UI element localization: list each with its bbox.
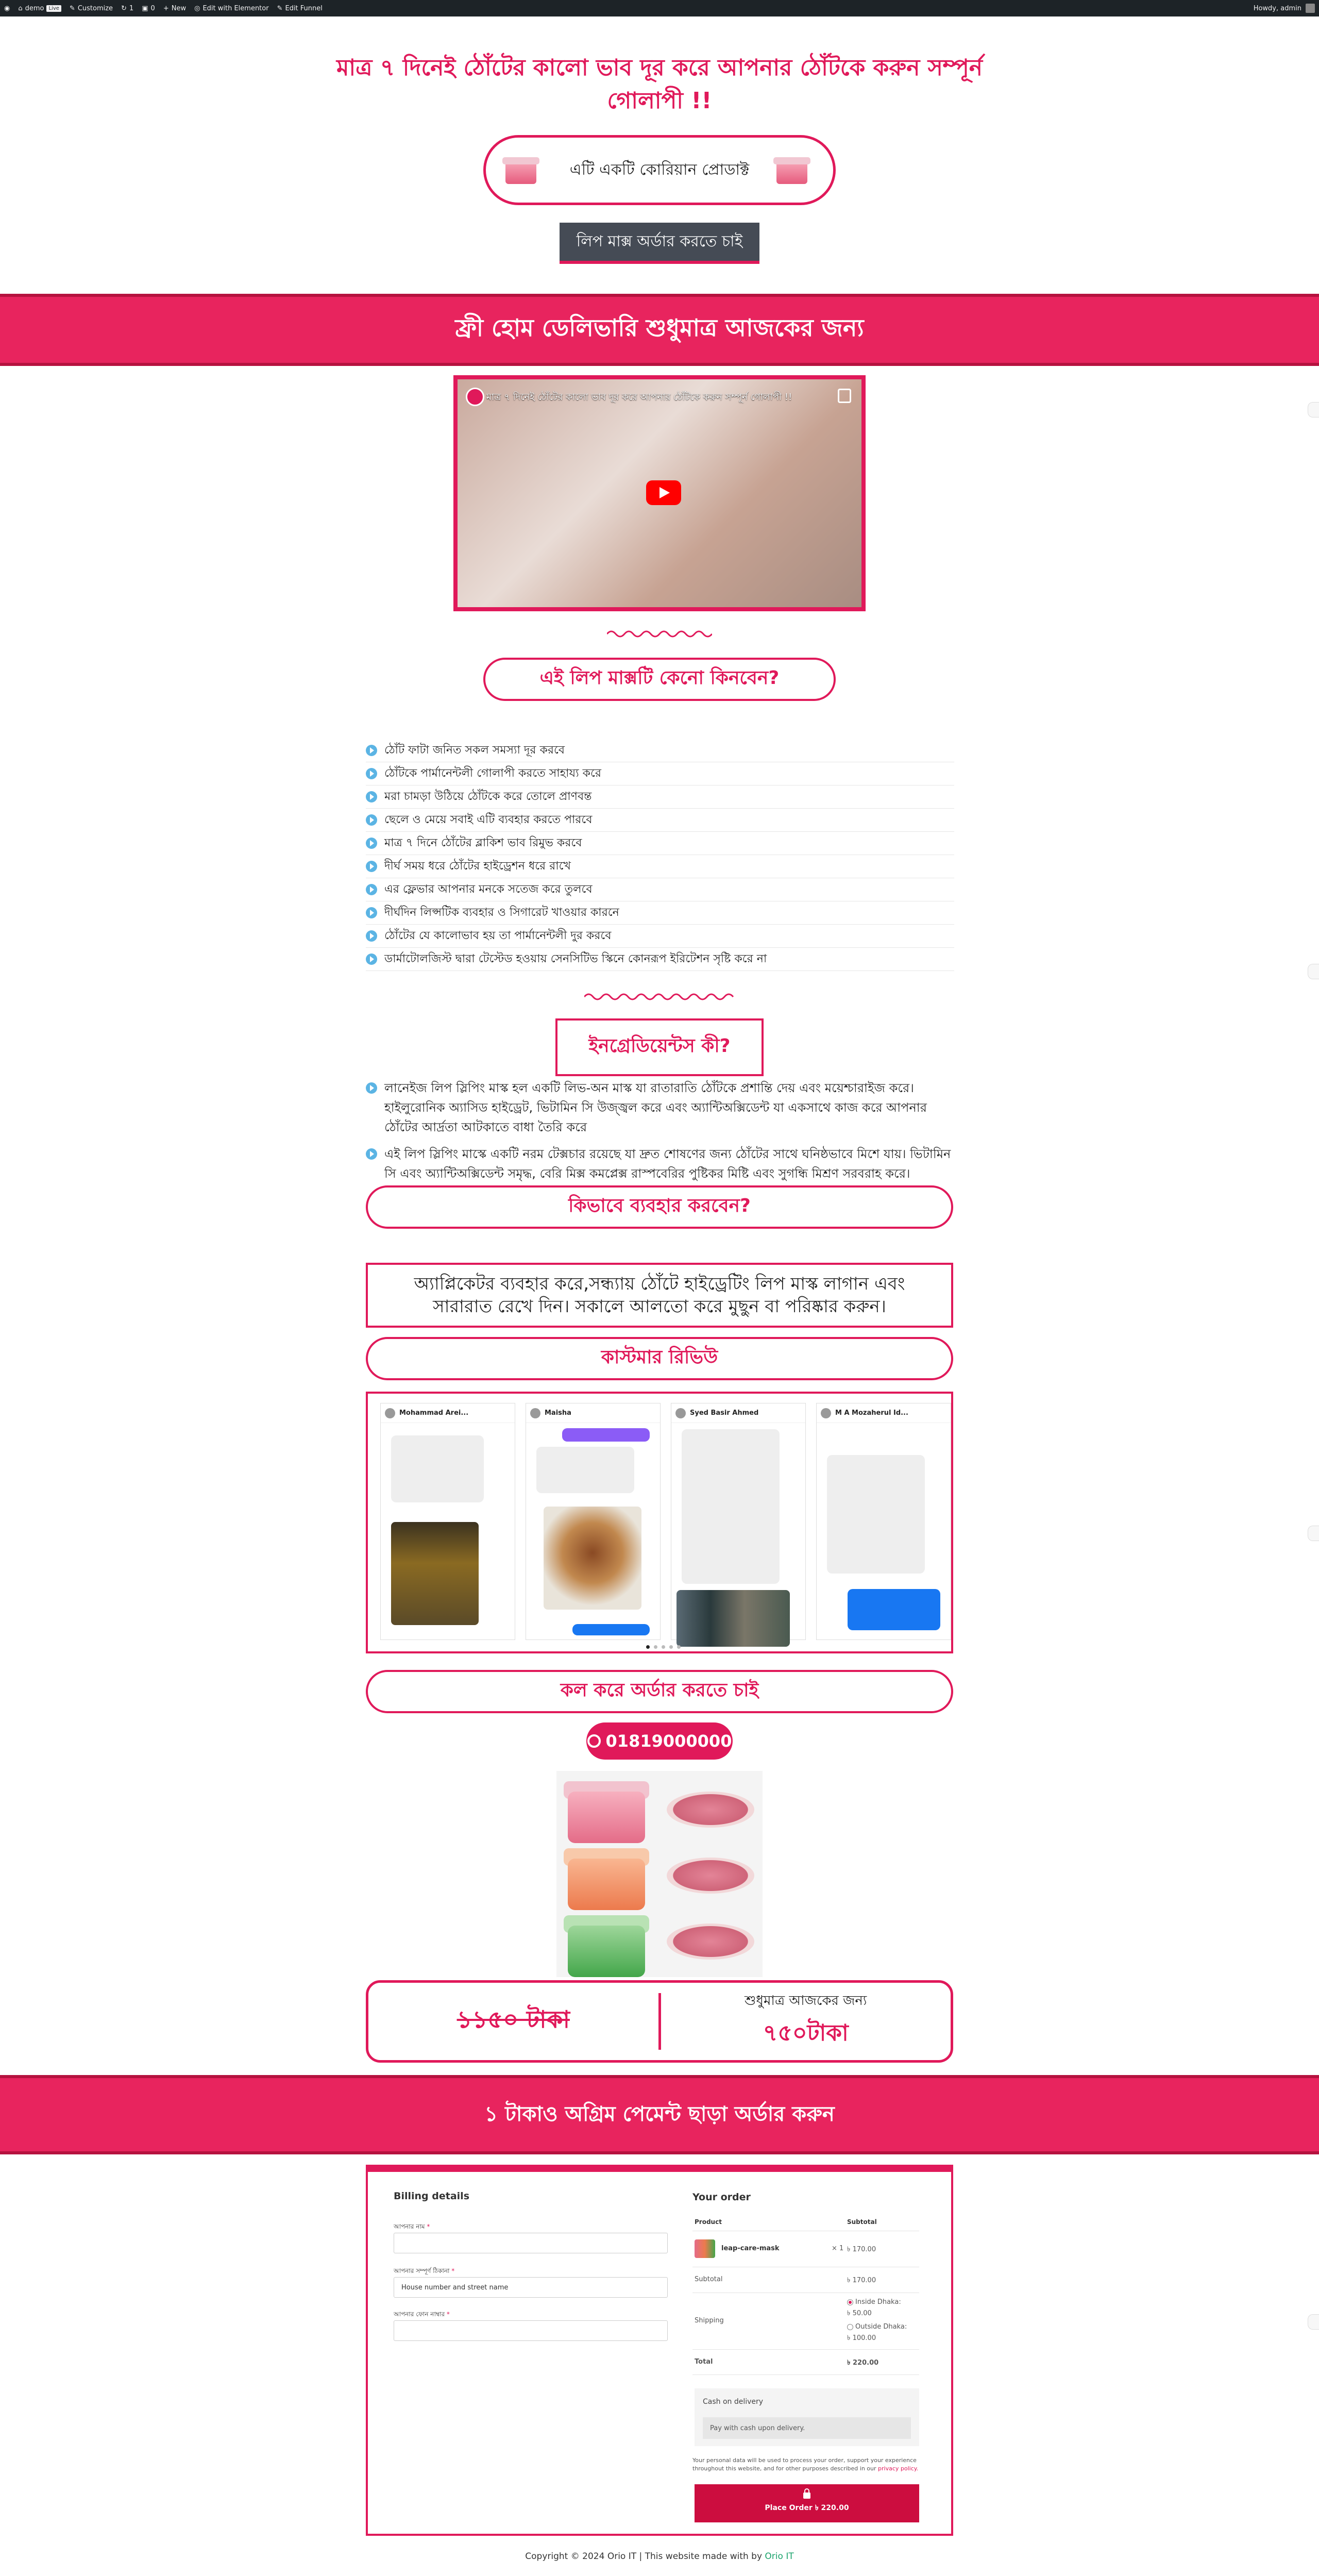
billing-details-title: Billing details — [394, 2190, 469, 2202]
product-thumbnail — [695, 2239, 715, 2258]
place-order-button[interactable]: Place Order ৳ 220.00 — [695, 2484, 919, 2522]
old-price: ১১৫০ টাকা — [456, 2005, 570, 2033]
review-screenshot — [380, 1403, 515, 1640]
ship-outside-option[interactable]: Outside Dhaka: — [847, 2323, 907, 2331]
why-buy-heading: এই লিপ মাক্সটি কেনো কিনবেন? — [483, 658, 836, 701]
phone-label: আপনার ফোন নাম্বার * — [394, 2311, 450, 2318]
footer-brand-link[interactable]: Orio IT — [765, 2551, 794, 2562]
chat-bubble — [848, 1589, 940, 1630]
subtotal-row: Subtotal ৳ 170.00 — [692, 2267, 919, 2293]
edit-section-handle-icon[interactable] — [1308, 964, 1319, 979]
admin-new-link[interactable]: + New — [163, 4, 187, 12]
checkout-form: Billing details আপনার নাম * আপনার সম্পূর্ণ ঠিকানা * House number and street name আপনার ফোন নাম্বার * Your order Product Subtotal leap-care-mask × 1 ৳ 170.00 Subtotal ৳ 170.00 Shipping Inside Dhaka: ৳ 50.00 Outside Dhaka: ৳ 100.00 Total ৳ 220.00 Cash on delivery Pay with cash upon delivery. Your personal data will be used to process your order, support your experience throughout this website, and for other purposes described in our privacy policy. Place Order ৳ 220.00 — [366, 2165, 953, 2536]
arrow-circle-icon — [366, 768, 377, 779]
phone-field[interactable] — [394, 2320, 668, 2341]
live-badge: Live — [46, 5, 61, 12]
cod-title: Cash on delivery — [703, 2398, 764, 2406]
chat-header: Syed Basir Ahmed — [671, 1403, 805, 1423]
video-title[interactable]: মাত্র ৭ দিনেই ঠোঁটের কালো ভাব দূর করে আপনার ঠোঁটকে করুন সম্পূর্ন গোলাপী !! — [486, 392, 792, 403]
hero-headline: মাত্র ৭ দিনেই ঠোঁটের কালো ভাব দূর করে আপনার ঠোঁটকে করুন সম্পূর্ন গোলাপী !! — [336, 55, 983, 114]
arrow-circle-icon — [366, 1082, 377, 1094]
phone-number: 01819000000 — [605, 1731, 732, 1751]
edit-section-handle-icon[interactable] — [1308, 402, 1319, 417]
order-item-row: leap-care-mask × 1 ৳ 170.00 — [692, 2231, 919, 2267]
your-order-title: Your order — [692, 2192, 751, 2203]
carousel-pagination[interactable] — [646, 1645, 681, 1649]
avatar — [385, 1408, 395, 1418]
admin-updates-link[interactable]: ↻ 1 — [121, 4, 134, 12]
arrow-circle-icon — [366, 930, 377, 942]
channel-logo-icon — [466, 388, 484, 406]
chat-header: Maisha — [526, 1403, 660, 1423]
wordpress-logo-icon[interactable]: ◉ — [4, 4, 10, 12]
korean-product-label: এটি একটি কোরিয়ান প্রোডাক্ট — [569, 160, 750, 179]
wave-divider — [584, 992, 734, 1002]
lock-icon — [803, 2493, 810, 2499]
edit-section-handle-icon[interactable] — [1308, 1526, 1319, 1541]
customer-review-heading: কাস্টমার রিভিউ — [366, 1337, 953, 1380]
arrow-circle-icon — [366, 884, 377, 895]
total-row: Total ৳ 220.00 — [692, 2349, 919, 2375]
admin-customize-link[interactable]: ✎ Customize — [69, 4, 113, 12]
arrow-circle-icon — [366, 861, 377, 872]
footer: Copyright © 2024 Orio IT | This website made with by Orio IT — [525, 2551, 794, 2562]
product-photo — [677, 1590, 790, 1647]
chat-bubble — [562, 1428, 650, 1442]
admin-site-link[interactable]: ⌂ demo Live — [18, 5, 61, 12]
order-without-advance-banner: ১ টাকাও অগ্রিম পেমেন্ট ছাড়া অর্ডার করুন — [0, 2075, 1319, 2154]
list-item: ডার্মাটোলজিস্ট দ্বারা টেস্টেড হওয়ায় সেনসিটিভ স্কিনে কোনরূপ ইরিটেশন সৃষ্টি করে না — [366, 948, 954, 971]
list-item: দীর্ঘ সময় ধরে ঠোঁটের হাইড্রেশন ধরে রাখে — [366, 855, 954, 878]
ingredients-paragraph: লানেইজ লিপ স্লিপিং মাস্ক হল একটি লিভ-অন মাস্ক যা রাতারাতি ঠোঁটকে প্রশান্তি দেয় এবং ময়েশ্চারাইজ করে। হাইলুরোনিক অ্যাসিড হাইড্রেট, ভিটামিন সি উজ্জ্বল করে এবং অ্যান্টিঅক্সিডেন্ট যা একসাথে কাজ করে আপনার ঠোঁটের আর্দ্রতা আটকাতে বাধা তৈরি করে — [366, 1078, 954, 1137]
free-delivery-banner: ফ্রী হোম ডেলিভারি শুধুমাত্র আজকের জন্য — [0, 294, 1319, 366]
address-field[interactable]: House number and street name — [394, 2277, 668, 2298]
avatar — [1306, 4, 1315, 13]
arrow-circle-icon — [366, 954, 377, 965]
wave-divider — [607, 629, 712, 639]
cod-description: Pay with cash upon delivery. — [703, 2417, 911, 2439]
korean-product-badge — [483, 135, 836, 205]
product-image — [556, 1771, 763, 1977]
phone-call-button[interactable] — [586, 1722, 733, 1760]
ingredients-heading: ইনগ্রেডিয়েন্টস কী? — [555, 1018, 764, 1076]
avatar — [821, 1408, 831, 1418]
copy-link-icon[interactable] — [838, 389, 851, 403]
old-price-panel — [368, 1983, 658, 2060]
edit-section-handle-icon[interactable] — [1308, 2314, 1319, 2330]
chat-bubble — [536, 1447, 634, 1493]
shipping-row: Shipping Inside Dhaka: ৳ 50.00 Outside Dhaka: ৳ 100.00 — [692, 2293, 919, 2349]
review-screenshot — [816, 1403, 951, 1640]
new-price: ৭৫০টাকা — [763, 2019, 849, 2046]
arrow-circle-icon — [366, 838, 377, 849]
admin-funnel-link[interactable]: ✎ Edit Funnel — [277, 4, 323, 12]
usage-instructions: অ্যাপ্লিকেটর ব্যবহার করে,সন্ধ্যায় ঠোঁটে হাইড্রেটিং লিপ মাস্ক লাগান এবং সারারাত রেখে দিন। সকালে আলতো করে মুছুন বা পরিষ্কার করুন। — [366, 1263, 953, 1328]
call-to-order-heading: কল করে অর্ডার করতে চাই — [366, 1670, 953, 1713]
review-screenshot — [526, 1403, 661, 1640]
admin-bar — [0, 0, 1319, 16]
price-box — [366, 1980, 953, 2063]
product-photo — [391, 1522, 479, 1625]
lip-mask-jar-icon — [505, 161, 536, 184]
chat-bubble — [682, 1429, 780, 1584]
arrow-circle-icon — [366, 907, 377, 918]
food-photo — [544, 1507, 641, 1610]
avatar — [675, 1408, 686, 1418]
name-field[interactable] — [394, 2233, 668, 2253]
list-item: ঠোঁটকে পার্মানেন্টলী গোলাপী করতে সাহায্য করে — [366, 762, 954, 785]
admin-comments-link[interactable]: ▣ 0 — [142, 4, 155, 12]
list-item: এর ফ্লেভার আপনার মনকে সতেজ করে তুলবে — [366, 878, 954, 901]
avatar — [530, 1408, 540, 1418]
list-item: দীর্ঘদিন লিপ্সটিক ব্যবহার ও সিগারেট খাওয়ার কারনে — [366, 901, 954, 925]
new-price-panel — [661, 1983, 951, 2060]
list-item: ঠোঁট ফাটা জনিত সকল সমস্যা দূর করবে — [366, 739, 954, 762]
list-item: ঠোঁটের যে কালোভাব হয় তা পার্মানেন্টলী দুর করবে — [366, 925, 954, 948]
admin-account-menu[interactable]: Howdy, admin — [1254, 4, 1315, 13]
feature-list — [366, 739, 954, 971]
radio-selected-icon[interactable] — [847, 2299, 853, 2305]
radio-icon[interactable] — [847, 2324, 853, 2330]
youtube-video-embed[interactable] — [453, 375, 866, 611]
arrow-circle-icon — [366, 814, 377, 826]
lip-mask-order-button[interactable]: লিপ মাক্স অর্ডার করতে চাই — [560, 223, 759, 264]
review-carousel[interactable] — [366, 1392, 953, 1653]
list-item: মাত্র ৭ দিনে ঠোঁটের ব্লাকিশ ভাব রিমুভ করবে — [366, 832, 954, 855]
review-screenshot — [671, 1403, 806, 1640]
list-item: ছেলে ও মেয়ে সবাই এটি ব্যবহার করতে পারবে — [366, 809, 954, 832]
chat-header: M A Mozaherul Id... — [817, 1403, 951, 1423]
admin-elementor-link[interactable]: ◎ Edit with Elementor — [194, 4, 269, 12]
arrow-circle-icon — [366, 745, 377, 756]
arrow-circle-icon — [366, 1148, 377, 1160]
address-label: আপনার সম্পূর্ণ ঠিকানা * — [394, 2267, 455, 2274]
phone-icon — [587, 1734, 601, 1748]
chat-bubble — [572, 1624, 650, 1635]
lip-mask-jar-icon — [776, 161, 807, 184]
play-button-icon[interactable] — [646, 480, 681, 505]
chat-bubble — [827, 1455, 925, 1574]
payment-method-box[interactable] — [695, 2388, 919, 2446]
chat-bubble — [391, 1435, 484, 1502]
privacy-notice: Your personal data will be used to process your order, support your experience throughout this website, and for other purposes described in our privacy policy. — [692, 2457, 919, 2472]
usage-heading: কিভাবে ব্যবহার করবেন? — [366, 1185, 953, 1229]
offer-caption: শুধুমাত্র আজকের জন্য — [745, 1993, 867, 2009]
ingredients-paragraph: এই লিপ স্লিপিং মাস্কে একটি নরম টেক্সচার রয়েছে যা দ্রুত শোষণের জন্য ঠোঁটের সাথে ঘনিষ্ঠভাবে মিশে যায়। ভিটামিন সি এবং অ্যান্টিঅক্সিডেন্ট সমৃদ্ধ, বেরি মিক্স কমপ্লেক্স রাস্পবেরির পুষ্টিকর মিষ্টি এবং সুগন্ধি মিশ্রণ সরবরাহ করে। — [366, 1144, 954, 1183]
list-item: মরা চামড়া উঠিয়ে ঠোঁটকে করে তোলে প্রাণবন্ত — [366, 785, 954, 809]
ship-inside-option[interactable]: Inside Dhaka: — [847, 2298, 901, 2306]
name-label: আপনার নাম * — [394, 2223, 430, 2230]
chat-header: Mohammad Arei... — [381, 1403, 515, 1423]
privacy-policy-link[interactable]: privacy policy. — [878, 2465, 919, 2472]
arrow-circle-icon — [366, 791, 377, 802]
